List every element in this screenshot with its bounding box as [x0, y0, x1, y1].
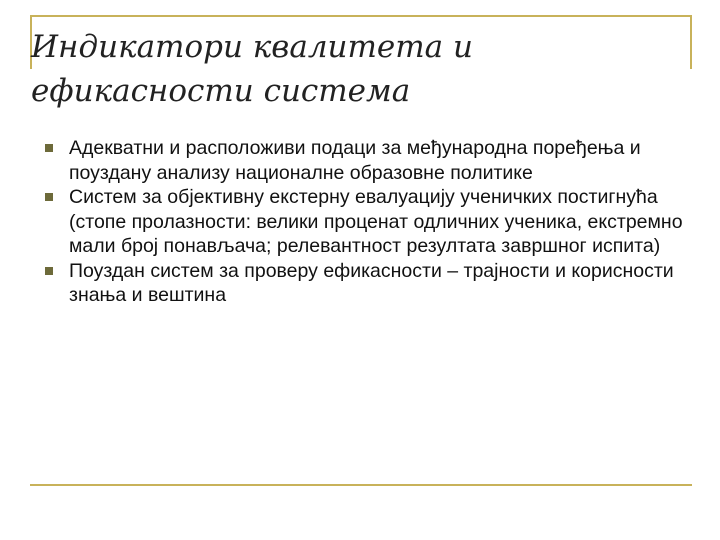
bullet-text: Систем за објективну екстерну евалуацију ученичких постигнућа (стопе пролазности: велики проценат одличних ученика, екстремно мали број понављача; релевантност резултата завршног испита) [69, 186, 683, 257]
bullet-item [45, 185, 695, 259]
bullet-text: Поуздан систем за проверу ефикасности – трајности и корисности знања и вештина [69, 259, 674, 306]
bullet-item [45, 136, 695, 185]
right-rule [690, 15, 692, 69]
square-bullet-icon [45, 144, 53, 152]
slide-title: Индикатори квалитета и ефикасности система [31, 29, 473, 109]
square-bullet-icon [45, 193, 53, 201]
bullet-text: Адекватни и расположиви подаци за међународна поређења и поуздану анализу националне образовне политике [69, 137, 641, 184]
bullet-item [45, 259, 695, 308]
square-bullet-icon [45, 267, 53, 275]
bullet-list [45, 136, 695, 308]
top-rule [30, 15, 692, 17]
bottom-rule [30, 484, 692, 486]
